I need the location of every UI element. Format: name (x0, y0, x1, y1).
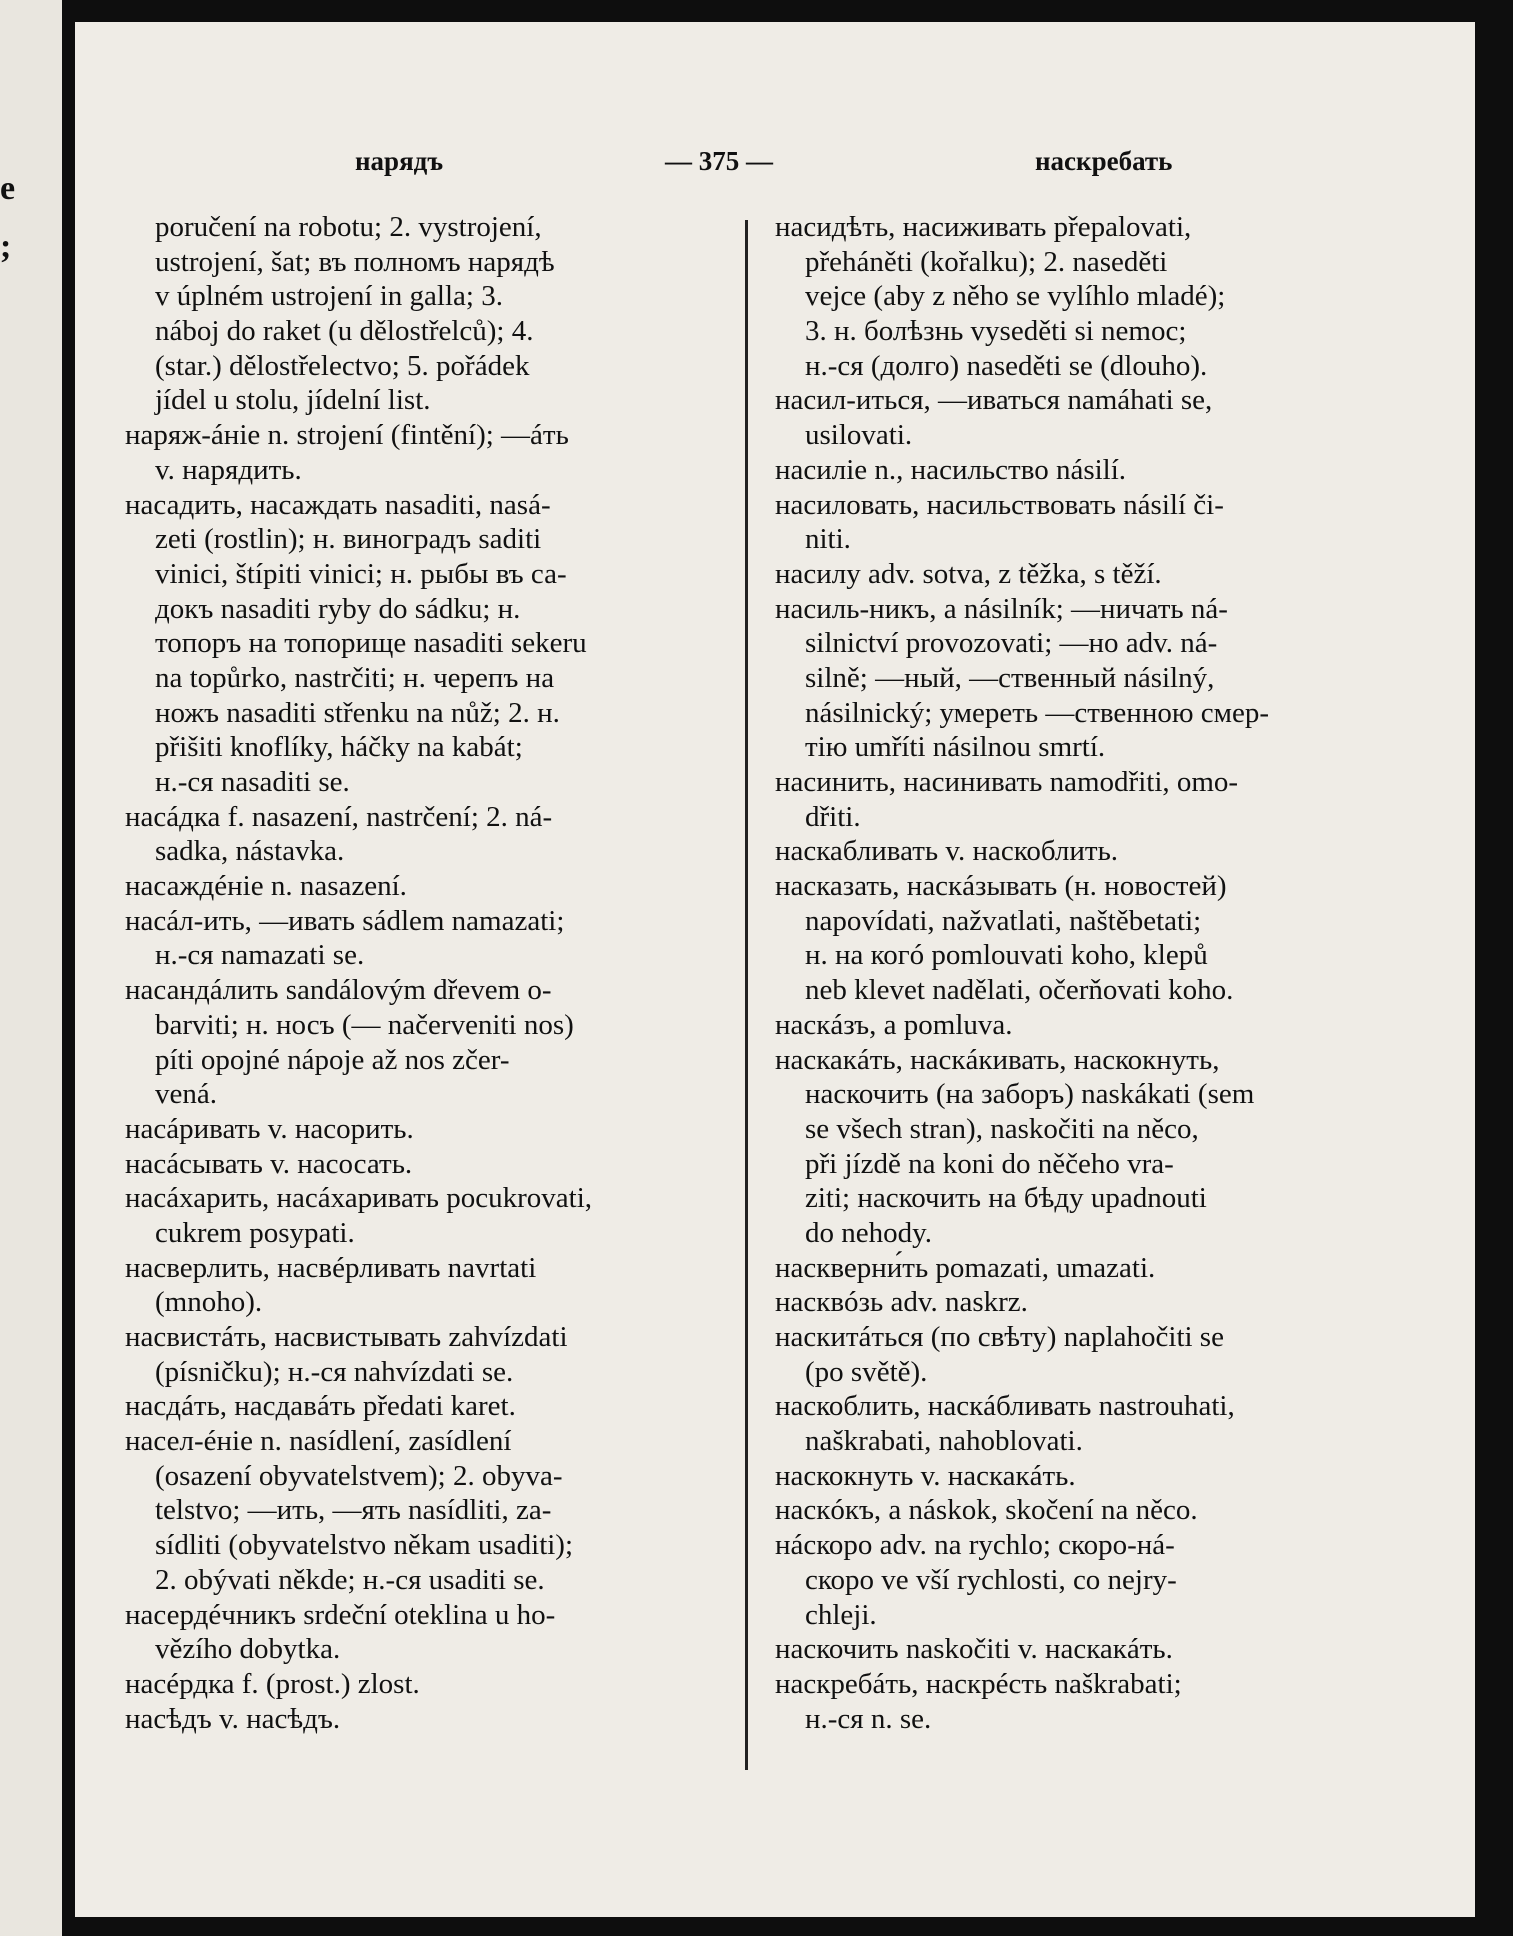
adjacent-page-edge (0, 0, 62, 1936)
entry-continuation-line: (po světě). (805, 1355, 928, 1388)
entry-continuation-line: jídel u stolu, jídelní list. (155, 384, 431, 417)
entry-headword-line: насидѣть, насиживать přepalovati, (775, 211, 1192, 243)
entry-continuation-line: sídliti (obyvatelstvo někam usaditi); (155, 1529, 574, 1562)
entry-continuation-line: vinici, štípiti vinici; н. рыбы въ са- (155, 557, 567, 590)
entry-headword-line: насáдка f. nasazení, nastrčení; 2. ná- (125, 800, 553, 833)
entry-headword-line: насáхарить, насáхаривать pocukrovati, (125, 1182, 593, 1215)
entry-headword-line: насиль-никъ, a násilník; —ничать ná- (775, 592, 1228, 625)
entry-continuation-line: н.-ся namazati se. (155, 939, 365, 972)
entry-headword-line: насердéчникъ srdeční oteklina u ho- (125, 1598, 556, 1631)
entry-headword-line: наскакáть, наскáкивать, наскокнуть, (775, 1043, 1220, 1076)
entry-continuation-line: тію umříti násilnou smrtí. (805, 731, 1106, 764)
entry-continuation-line: ножъ nasaditi střenku na nůž; 2. н. (155, 696, 560, 729)
entry-headword-line: насдáть, насдавáть předati karet. (125, 1390, 516, 1423)
entry-continuation-line: (mnoho). (155, 1286, 263, 1319)
entry-headword-line: насáл-ить, —ивать sádlem namazati; (125, 904, 565, 937)
entry-continuation-line: н. на когó pomlouvati koho, klepů (805, 939, 1208, 972)
entry-continuation-line: (osazení obyvatelstvem); 2. obyva- (155, 1459, 563, 1492)
entry-continuation-line: vězího dobytka. (155, 1633, 341, 1666)
entry-continuation-line: při jízdě na koni do něčeho vra- (805, 1147, 1174, 1180)
entry-headword-line: насандáлить sandálovým dřevem o- (125, 974, 552, 1007)
entry-continuation-line: v úplném ustrojení in galla; 3. (155, 280, 503, 313)
entry-continuation-line: н.-ся nasaditi se. (155, 766, 350, 798)
entry-continuation-line: naškrabati, nahoblovati. (805, 1425, 1083, 1458)
entry-headword-line: насилу adv. sotva, z těžka, s těží. (775, 557, 1162, 590)
entry-headword-line: насаждéніе n. nasazení. (125, 870, 407, 903)
entry-headword-line: насинить, насинивать namodřiti, omo- (775, 766, 1239, 798)
entry-headword-line: насѣдъ v. насѣдъ. (125, 1702, 341, 1735)
entry-headword-line: насéрдка f. (prost.) zlost. (125, 1667, 420, 1700)
entry-continuation-line: přišiti knoflíky, háčky na kabát; (155, 731, 523, 764)
entry-headword-line: насел-éніе n. nasídlení, zasídlení (125, 1425, 512, 1458)
entry-continuation-line: н.-ся n. se. (805, 1702, 932, 1735)
entry-continuation-line: chleji. (805, 1598, 877, 1631)
entry-headword-line: насказать, наскáзывать (н. новостей) (775, 870, 1227, 903)
dictionary-page (75, 22, 1475, 1917)
entry-continuation-line: докъ nasaditi ryby do sádku; н. (155, 592, 521, 625)
entry-continuation-line: н.-ся (долго) naseděti se (dlouho). (805, 349, 1208, 382)
entry-continuation-line: ziti; наскочить на бѣду upadnouti (805, 1182, 1207, 1215)
entry-continuation-line: napovídati, nažvatlati, naštěbetati; (805, 904, 1202, 937)
adjacent-page-fragment: e (0, 170, 16, 207)
entry-continuation-line: ustrojení, šat; въ полномъ нарядѣ (155, 245, 555, 278)
entry-headword-line: наскóкъ, a náskok, skočení na něco. (775, 1494, 1198, 1527)
entry-headword-line: насáривать v. насорить. (125, 1112, 414, 1145)
entry-continuation-line: silně; —ный, —ственный násilný, (805, 661, 1215, 694)
page-header (75, 146, 1475, 186)
right-column (775, 210, 1445, 1736)
entry-continuation-line: náboj do raket (u dělostřelců); 4. (155, 315, 534, 348)
entry-headword-line: наскокнуть v. наскакáть. (775, 1459, 1076, 1492)
entry-continuation-line: sadka, nástavka. (155, 835, 345, 868)
entry-continuation-line: zeti (rostlin); н. виноградъ saditi (155, 523, 542, 556)
entry-continuation-line: топоръ на топорище nasaditi sekeru (155, 627, 587, 660)
entry-headword-line: наскáзъ, a pomluva. (775, 1008, 1013, 1041)
entry-continuation-line: dřiti. (805, 800, 861, 833)
entry-continuation-line: přeháněti (kořalku); 2. naseděti (805, 245, 1168, 278)
entry-continuation-line: наскочить (на заборъ) naskákati (sem (805, 1078, 1255, 1111)
entry-continuation-line: vejce (aby z něho se vylíhlo mladé); (805, 280, 1226, 313)
entry-continuation-line: se všech stran), naskočiti na něco, (805, 1112, 1199, 1145)
entry-headword-line: наряж-áніе n. strojení (fintění); —áть (125, 419, 569, 452)
entry-continuation-line: telstvo; —ить, —ять nasídliti, za- (155, 1494, 552, 1527)
column-divider (745, 220, 748, 1770)
entry-headword-line: наскочить naskočiti v. наскакáть. (775, 1633, 1173, 1666)
entry-continuation-line: v. нарядить. (155, 453, 302, 486)
entry-headword-line: насил-иться, —иваться namáhati se, (775, 384, 1213, 417)
entry-headword-line: наскверни́ть pomazati, umazati. (775, 1251, 1156, 1284)
header-first-entry: нарядъ (355, 146, 444, 176)
entry-headword-line: наскабливать v. наскоблить. (775, 835, 1119, 868)
entry-headword-line: наскоблить, наскáбливать nastrouhati, (775, 1390, 1235, 1423)
entry-continuation-line: usilovati. (805, 419, 913, 452)
entry-continuation-line: cukrem posypati. (155, 1216, 355, 1249)
entry-headword-line: насиловать, насильствовать násilí či- (775, 488, 1224, 521)
entry-headword-line: насиліе n., насильство násilí. (775, 453, 1127, 486)
entry-continuation-line: silnictví provozovati; —но adv. ná- (805, 627, 1218, 660)
entry-continuation-line: barviti; н. носъ (— načerveniti nos) (155, 1008, 574, 1041)
adjacent-page-fragment: ; (0, 228, 12, 265)
left-column (125, 210, 790, 1736)
entry-headword-line: насверлить, насвéрливать navrtati (125, 1251, 537, 1284)
entry-continuation-line: do nehody. (805, 1216, 932, 1249)
entry-continuation-line: vená. (155, 1078, 217, 1111)
entry-continuation-line: niti. (805, 523, 851, 556)
entry-headword-line: насквóзь adv. naskrz. (775, 1286, 1028, 1319)
header-last-entry: наскребать (1035, 146, 1173, 176)
entry-continuation-line: (písničku); н.-ся nahvízdati se. (155, 1355, 514, 1388)
entry-continuation-line: 3. н. болѣзнь vyseděti si nemoc; (805, 315, 1187, 348)
page-number: — 375 — (665, 146, 773, 176)
entry-headword-line: наскитáться (по свѣту) naplahočiti se (775, 1321, 1224, 1353)
entry-continuation-line: (star.) dělostřelectvo; 5. pořádek (155, 349, 530, 382)
entry-continuation-line: скоро ve vší rychlosti, co nejry- (805, 1563, 1177, 1596)
entry-continuation-line: na topůrko, nastrčiti; н. черепъ на (155, 661, 555, 694)
entry-headword-line: насвистáть, насвистывать zahvízdati (125, 1321, 568, 1353)
entry-headword-line: насадить, насаждать nasaditi, nasá- (125, 488, 551, 521)
entry-continuation-line: násilnický; умереть —ственною смер- (805, 696, 1270, 729)
entry-headword-line: наскребáть, наскрéсть naškrabati; (775, 1667, 1182, 1700)
entry-continuation-line: poručení na robotu; 2. vystrojení, (155, 211, 542, 243)
entry-continuation-line: píti opojné nápoje až nos zčer- (155, 1043, 510, 1076)
entry-headword-line: насáсывать v. насосать. (125, 1147, 413, 1180)
entry-continuation-line: neb klevet nadělati, očerňovati koho. (805, 974, 1234, 1007)
entry-headword-line: нáскоро adv. na rychlo; скоро-нá- (775, 1529, 1175, 1562)
entry-continuation-line: 2. obývati někde; н.-ся usaditi se. (155, 1563, 545, 1596)
